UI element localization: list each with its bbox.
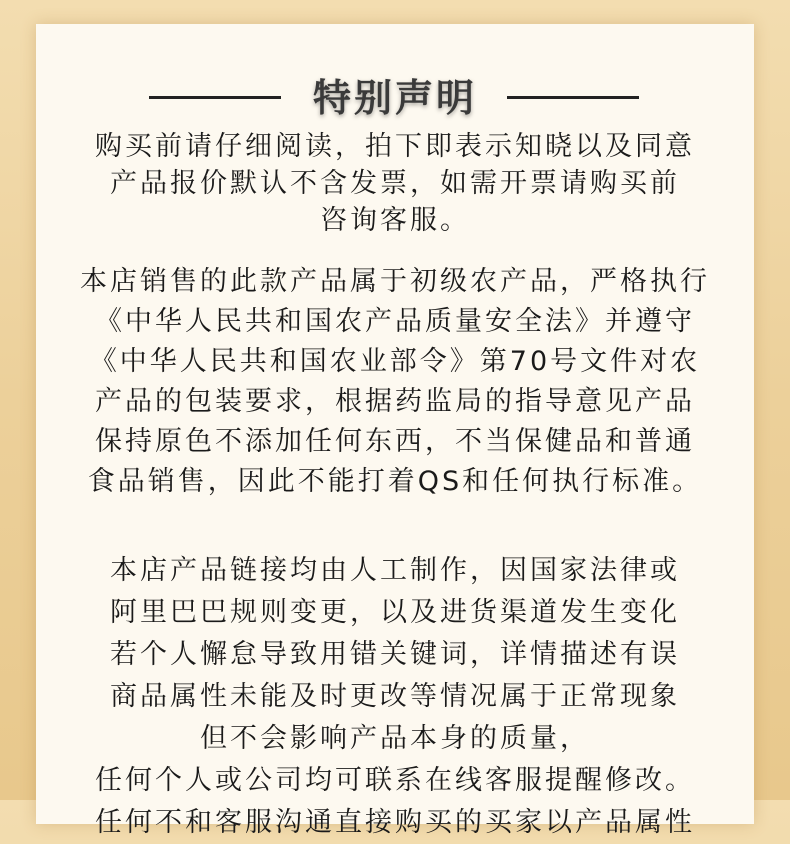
notice-heading	[36, 74, 754, 134]
paragraph-line: 《中华人民共和国农产品质量安全法》并遵守	[95, 306, 695, 337]
paragraph-line: 本店产品链接均由人工制作，因国家法律或	[110, 555, 680, 586]
notice-title: 特别声明	[312, 76, 477, 120]
paragraph-line: 产品的包装要求，根据药监局的指导意见产品	[95, 386, 695, 417]
paragraph-line: 但不会影响产品本身的质量，	[200, 723, 590, 754]
paragraph-line: 产品报价默认不含发票，如需开票请购买前	[110, 168, 680, 199]
paragraph-line: 任何个人或公司均可联系在线客服提醒修改。	[95, 765, 695, 796]
paragraph-line: 咨询客服。	[320, 205, 470, 236]
paragraph-line: 若个人懈怠导致用错关键词，详情描述有误	[110, 639, 680, 670]
notice-card	[36, 24, 754, 838]
paragraph-line: 本店销售的此款产品属于初级农产品，严格执行	[80, 266, 710, 297]
heading-rule-left	[149, 96, 281, 99]
paragraph-line: 阿里巴巴规则变更，以及进货渠道发生变化	[110, 597, 680, 628]
paragraph-line: 购买前请仔细阅读，拍下即表示知晓以及同意	[95, 131, 695, 162]
paragraph-line: 任何不和客服沟通直接购买的买家以产品属性	[95, 807, 695, 838]
paragraph-product-regulation	[36, 262, 754, 502]
paragraph-purchase-notice	[36, 128, 754, 239]
paragraph-listing-disclaimer	[36, 550, 754, 844]
paragraph-line: 食品销售，因此不能打着QS和任何执行标准。	[87, 466, 703, 497]
paragraph-line: 商品属性未能及时更改等情况属于正常现象	[110, 681, 680, 712]
paragraph-line: 《中华人民共和国农业部令》第70号文件对农	[89, 346, 701, 377]
paragraph-line: 保持原色不添加任何东西，不当保健品和普通	[95, 426, 695, 457]
heading-rule-right	[507, 96, 639, 99]
